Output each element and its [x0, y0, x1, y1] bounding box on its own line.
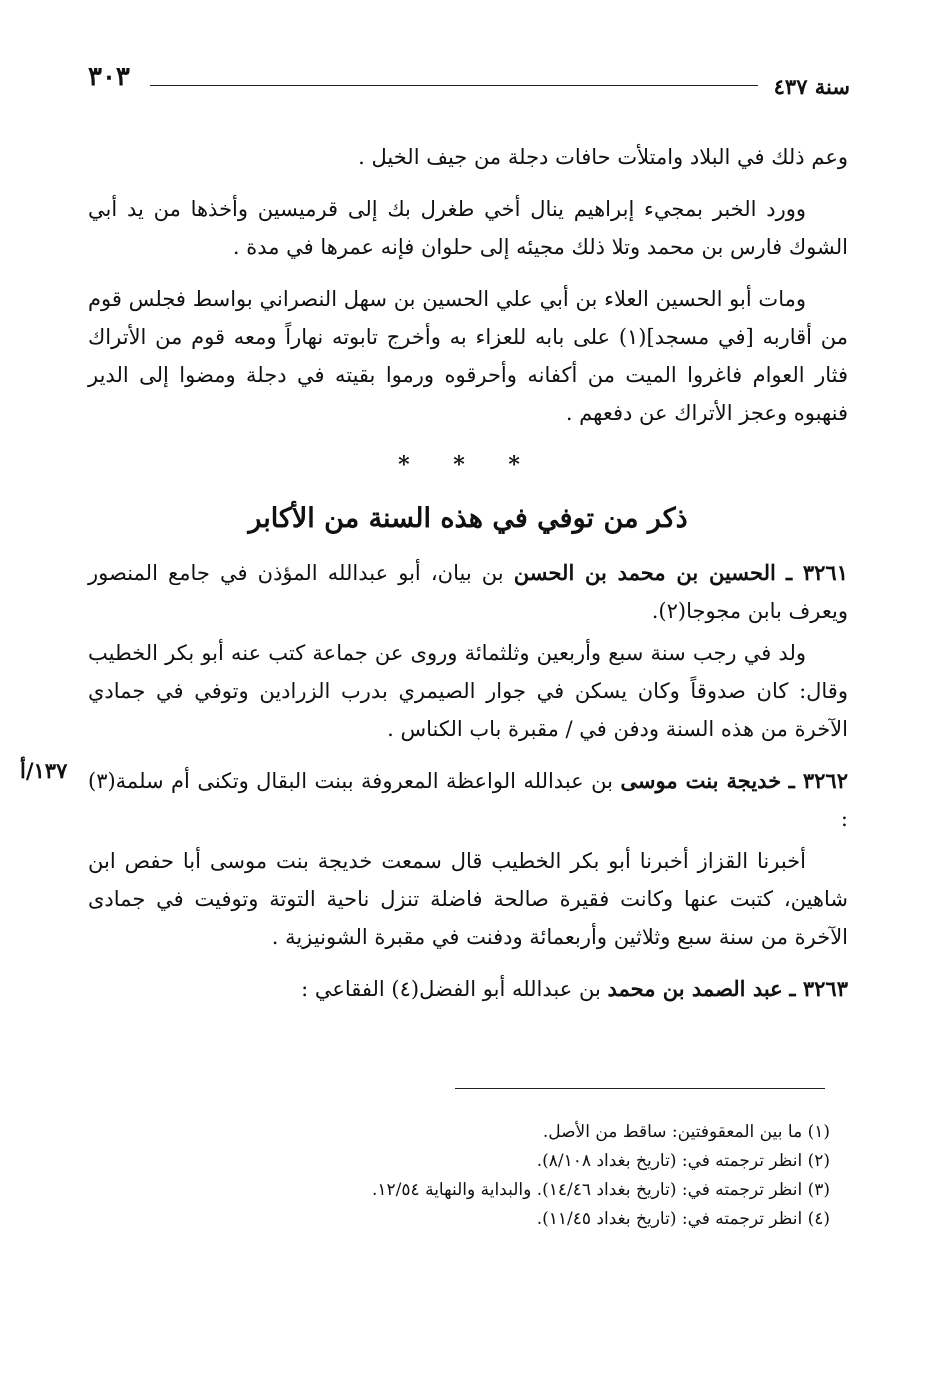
manuscript-folio-note: ١٣٧/أ: [20, 758, 68, 783]
main-text: [88, 138, 848, 1012]
footnote-2: (٢) انظر ترجمته في: (تاريخ بغداد ٨/١٠٨).: [536, 1151, 830, 1171]
entry-number: ٣٢٦١ ـ: [785, 560, 848, 585]
paragraph-1: وعم ذلك في البلاد وامتلأت حافات دجلة من جيف الخيل .: [358, 145, 848, 169]
paragraph-2: وورد الخبر بمجيء إبراهيم ينال أخي طغرل بك إلى قرميسين وأخذها من يد أبي الشوك فارس بن محمد وتلا ذلك مجيئه إلى حلوان فإنه عمرها في مدة .: [88, 197, 848, 259]
footnote-3: (٣) انظر ترجمته في: (تاريخ بغداد ١٤/٤٦). والبداية والنهاية ١٢/٥٤.: [372, 1180, 830, 1200]
section-separator: * * *: [398, 452, 538, 478]
entry-description: بن عبدالله الواعظة المعروفة ببنت البقال وتكنى أم سلمة(٣) :: [88, 769, 848, 831]
entry-description: بن عبدالله أبو الفضل(٤) الفقاعي :: [301, 977, 601, 1001]
entry-3262: [88, 762, 848, 838]
header-rule: [150, 85, 758, 86]
entry-3261: [88, 554, 848, 630]
footnotes: [88, 1118, 830, 1234]
entry-name: خديجة بنت موسى: [620, 768, 782, 793]
entry-number: ٣٢٦٣ ـ: [789, 976, 848, 1001]
entry-description: بن بيان، أبو عبدالله المؤذن في جامع المنصور ويعرف بابن مجوجا(٢).: [88, 561, 848, 623]
entry-name: عبد الصمد بن محمد: [607, 976, 783, 1001]
entry-name: الحسين بن محمد بن الحسن: [513, 560, 776, 585]
entry-3261-body: ولد في رجب سنة سبع وأربعين وثلثمائة وروى عن جماعة كتب عنه أبو بكر الخطيب وقال: كان صدوقاً وكان يسكن في جوار الصيمري بدرب الزرادين وتوفي في جمادي الآخرة من هذه السنة ودفن في / مقبرة باب الكناس .: [88, 641, 848, 741]
footnote-1: (١) ما بين المعقوفتين: ساقط من الأصل.: [542, 1122, 830, 1142]
page-header: [88, 58, 850, 98]
entry-number: ٣٢٦٢ ـ: [788, 768, 848, 793]
page-number: ٣٠٣: [88, 62, 130, 92]
footnote-4: (٤) انظر ترجمته في: (تاريخ بغداد ١١/٤٥).: [536, 1209, 830, 1229]
section-title: ذكر من توفي في هذه السنة من الأكابر: [248, 503, 688, 534]
running-head-year: سنة ٤٣٧: [773, 74, 850, 99]
paragraph-3: ومات أبو الحسين العلاء بن أبي علي الحسين بن سهل النصراني بواسط فجلس قوم من أقاربه [في مسجد](١) على بابه للعزاء به وأخرج تابوته نهاراً ومعه قوم من الأتراك فثار العوام فاغروا الميت من أكفانه وأحرقوه ورموا بقيته في دجلة ومضوا إلى الدير فنهبوه وعجز الأتراك عن دفعهم .: [88, 287, 848, 425]
entry-3262-body: أخبرنا القزاز أخبرنا أبو بكر الخطيب قال سمعت خديجة بنت موسى أبا حفص ابن شاهين، كتبت عنها وكانت فقيرة صالحة فاضلة تنزل ناحية التوتة وتوفيت في جمادى الآخرة من سنة سبع وثلاثين وأربعمائة ودفنت في مقبرة الشونيزية .: [88, 849, 848, 949]
entry-3263: [88, 970, 848, 1008]
footnote-rule: [455, 1088, 825, 1089]
